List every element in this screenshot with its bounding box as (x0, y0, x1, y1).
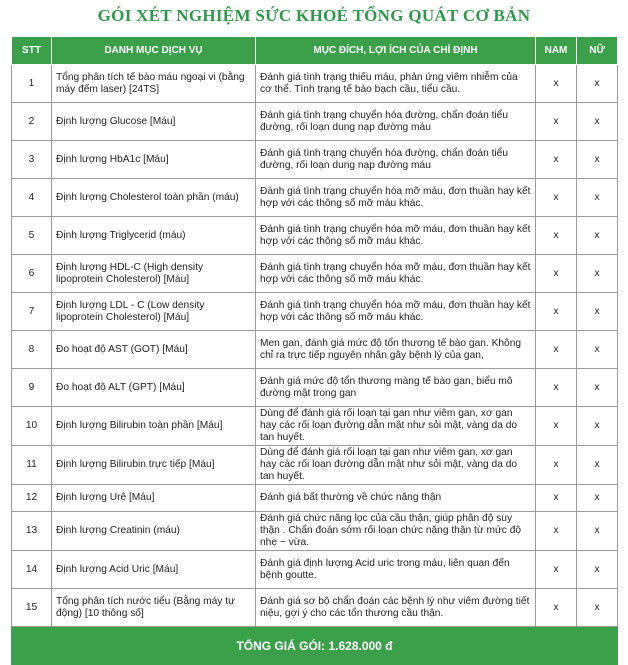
row-male-mark: x (536, 446, 577, 485)
row-service: Đo hoạt độ AST (GOT) [Máu] (52, 331, 256, 369)
row-stt: 6 (12, 255, 52, 293)
row-female-mark: x (577, 65, 618, 103)
table-row (12, 407, 618, 446)
row-male-mark: x (536, 551, 577, 589)
service-package-table (11, 36, 618, 665)
row-stt: 2 (12, 103, 52, 141)
row-purpose: Đánh giá chức năng lọc của cầu thận, giúp phân độ suy thận . Chẩn đoán sớm rối loạn chức năng thận từ mức độ nhẹ ~ vừa. (256, 512, 536, 551)
row-male-mark: x (536, 331, 577, 369)
row-service: Định lượng Creatinin (máu) (52, 512, 256, 551)
table-row (12, 217, 618, 255)
row-female-mark: x (577, 217, 618, 255)
row-male-mark: x (536, 217, 577, 255)
table-header-row (12, 37, 618, 65)
table-row (12, 369, 618, 407)
row-male-mark: x (536, 369, 577, 407)
header-female: NỮ (577, 37, 618, 65)
row-purpose: Đánh giá tình trạng chuyển hóa đường, chẩn đoán tiểu đường, rối loạn dung nạp đường máu (256, 103, 536, 141)
row-stt: 11 (12, 446, 52, 485)
header-male: NAM (536, 37, 577, 65)
row-purpose: Dùng để đánh giá rối loạn tại gan như viêm gan, xơ gan hay các rối loạn đường dẫn mật như sỏi mật, vàng da do tan huyết. (256, 446, 536, 485)
row-service: Định lượng Acid Uric [Máu] (52, 551, 256, 589)
row-service: Định lượng HbA1c [Máu] (52, 141, 256, 179)
table-row (12, 293, 618, 331)
row-female-mark: x (577, 255, 618, 293)
row-service: Định lượng Bilirubin toàn phần [Máu] (52, 407, 256, 446)
table-row (12, 103, 618, 141)
row-service: Định lượng Urê [Máu] (52, 485, 256, 512)
row-service: Định lượng Cholesterol toàn phần (máu) (52, 179, 256, 217)
table-row (12, 512, 618, 551)
table-row (12, 551, 618, 589)
header-service: DANH MỤC DỊCH VỤ (52, 37, 256, 65)
row-stt: 14 (12, 551, 52, 589)
row-female-mark: x (577, 446, 618, 485)
row-stt: 8 (12, 331, 52, 369)
row-purpose: Đánh giá tình trạng thiếu máu, phản ứng viêm nhiễm của cơ thể. Tình trạng tế bào bạch cầu, tiểu cầu. (256, 65, 536, 103)
row-stt: 13 (12, 512, 52, 551)
header-stt: STT (12, 37, 52, 65)
row-purpose: Đánh giá sơ bộ chẩn đoán các bệnh lý như viêm đường tiết niệu, gợi ý cho các tổn thương cầu thận. (256, 589, 536, 627)
table-row (12, 141, 618, 179)
row-service: Định lượng HDL-C (High density lipoprotein Cholesterol) [Máu] (52, 255, 256, 293)
table-row (12, 255, 618, 293)
row-service: Tổng phân tích tế bào máu ngoại vi (bằng máy đếm laser) [24TS] (52, 65, 256, 103)
row-purpose: Men gan, đánh giá mức độ tổn thương tế bào gan. Không chỉ ra trực tiếp nguyên nhân gây bệnh lý của gan, (256, 331, 536, 369)
row-stt: 1 (12, 65, 52, 103)
row-purpose: Đánh giá mức độ tổn thương màng tế bào gan, biểu mô đường mật trong gan (256, 369, 536, 407)
row-male-mark: x (536, 512, 577, 551)
row-purpose: Dùng để đánh giá rối loạn tại gan như viêm gan, xơ gan hay các rối loạn đường dẫn mật như sỏi mật, vàng da do tan huyết. (256, 407, 536, 446)
row-purpose: Đánh giá tình trạng chuyển hóa đường, chẩn đoán tiểu đường, rối loạn dung nạp đường máu (256, 141, 536, 179)
row-stt: 7 (12, 293, 52, 331)
table-row (12, 485, 618, 512)
table-row (12, 331, 618, 369)
table-row (12, 65, 618, 103)
row-male-mark: x (536, 179, 577, 217)
table-row (12, 589, 618, 627)
row-male-mark: x (536, 255, 577, 293)
row-stt: 12 (12, 485, 52, 512)
row-purpose: Đánh giá tình trạng chuyển hóa mỡ máu, đơn thuần hay kết hợp với các thông số mỡ máu khác. (256, 293, 536, 331)
table-row (12, 446, 618, 485)
row-stt: 9 (12, 369, 52, 407)
row-female-mark: x (577, 369, 618, 407)
row-male-mark: x (536, 589, 577, 627)
row-female-mark: x (577, 407, 618, 446)
row-male-mark: x (536, 141, 577, 179)
row-female-mark: x (577, 141, 618, 179)
row-female-mark: x (577, 179, 618, 217)
total-row (12, 627, 618, 665)
page-title: GÓI XÉT NGHIỆM SỨC KHOẺ TỔNG QUÁT CƠ BẢN (97, 6, 531, 25)
row-purpose: Đánh giá tình trạng chuyển hóa mỡ máu, đơn thuần hay kết hợp với các thông số mỡ máu khác. (256, 255, 536, 293)
row-female-mark: x (577, 103, 618, 141)
row-purpose: Đánh giá định lượng Acid uric trong máu, liên quan đến bệnh goutte. (256, 551, 536, 589)
row-stt: 4 (12, 179, 52, 217)
row-female-mark: x (577, 512, 618, 551)
row-female-mark: x (577, 589, 618, 627)
row-purpose: Đánh giá tình trạng chuyển hóa mỡ máu, đơn thuần hay kết hợp với các thông số mỡ máu khác. (256, 179, 536, 217)
header-purpose: MỤC ĐÍCH, LỢI ÍCH CỦA CHỈ ĐỊNH (256, 37, 536, 65)
row-service: Đo hoạt độ ALT (GPT) [Máu] (52, 369, 256, 407)
row-stt: 15 (12, 589, 52, 627)
row-purpose: Đánh giá bất thường về chức năng thận (256, 485, 536, 512)
row-male-mark: x (536, 407, 577, 446)
row-female-mark: x (577, 331, 618, 369)
row-female-mark: x (577, 551, 618, 589)
row-purpose: Đánh giá tình trạng chuyển hóa mỡ máu, đơn thuần hay kết hợp với các thông số mỡ máu khác. (256, 217, 536, 255)
row-service: Định lượng Glucose [Máu] (52, 103, 256, 141)
total-price: TỔNG GIÁ GÓI: 1.628.000 đ (12, 627, 618, 665)
row-male-mark: x (536, 65, 577, 103)
row-female-mark: x (577, 293, 618, 331)
row-service: Tổng phân tích nước tiểu (Bằng máy tự động) [10 thông số] (52, 589, 256, 627)
row-service: Định lượng LDL - C (Low density lipoprotein Cholesterol) [Máu] (52, 293, 256, 331)
row-service: Định lượng Bilirubin trực tiếp [Máu] (52, 446, 256, 485)
row-stt: 3 (12, 141, 52, 179)
row-male-mark: x (536, 293, 577, 331)
row-male-mark: x (536, 103, 577, 141)
row-service: Định lượng Triglycerid (máu) (52, 217, 256, 255)
row-male-mark: x (536, 485, 577, 512)
table-row (12, 179, 618, 217)
row-stt: 10 (12, 407, 52, 446)
row-stt: 5 (12, 217, 52, 255)
row-female-mark: x (577, 485, 618, 512)
